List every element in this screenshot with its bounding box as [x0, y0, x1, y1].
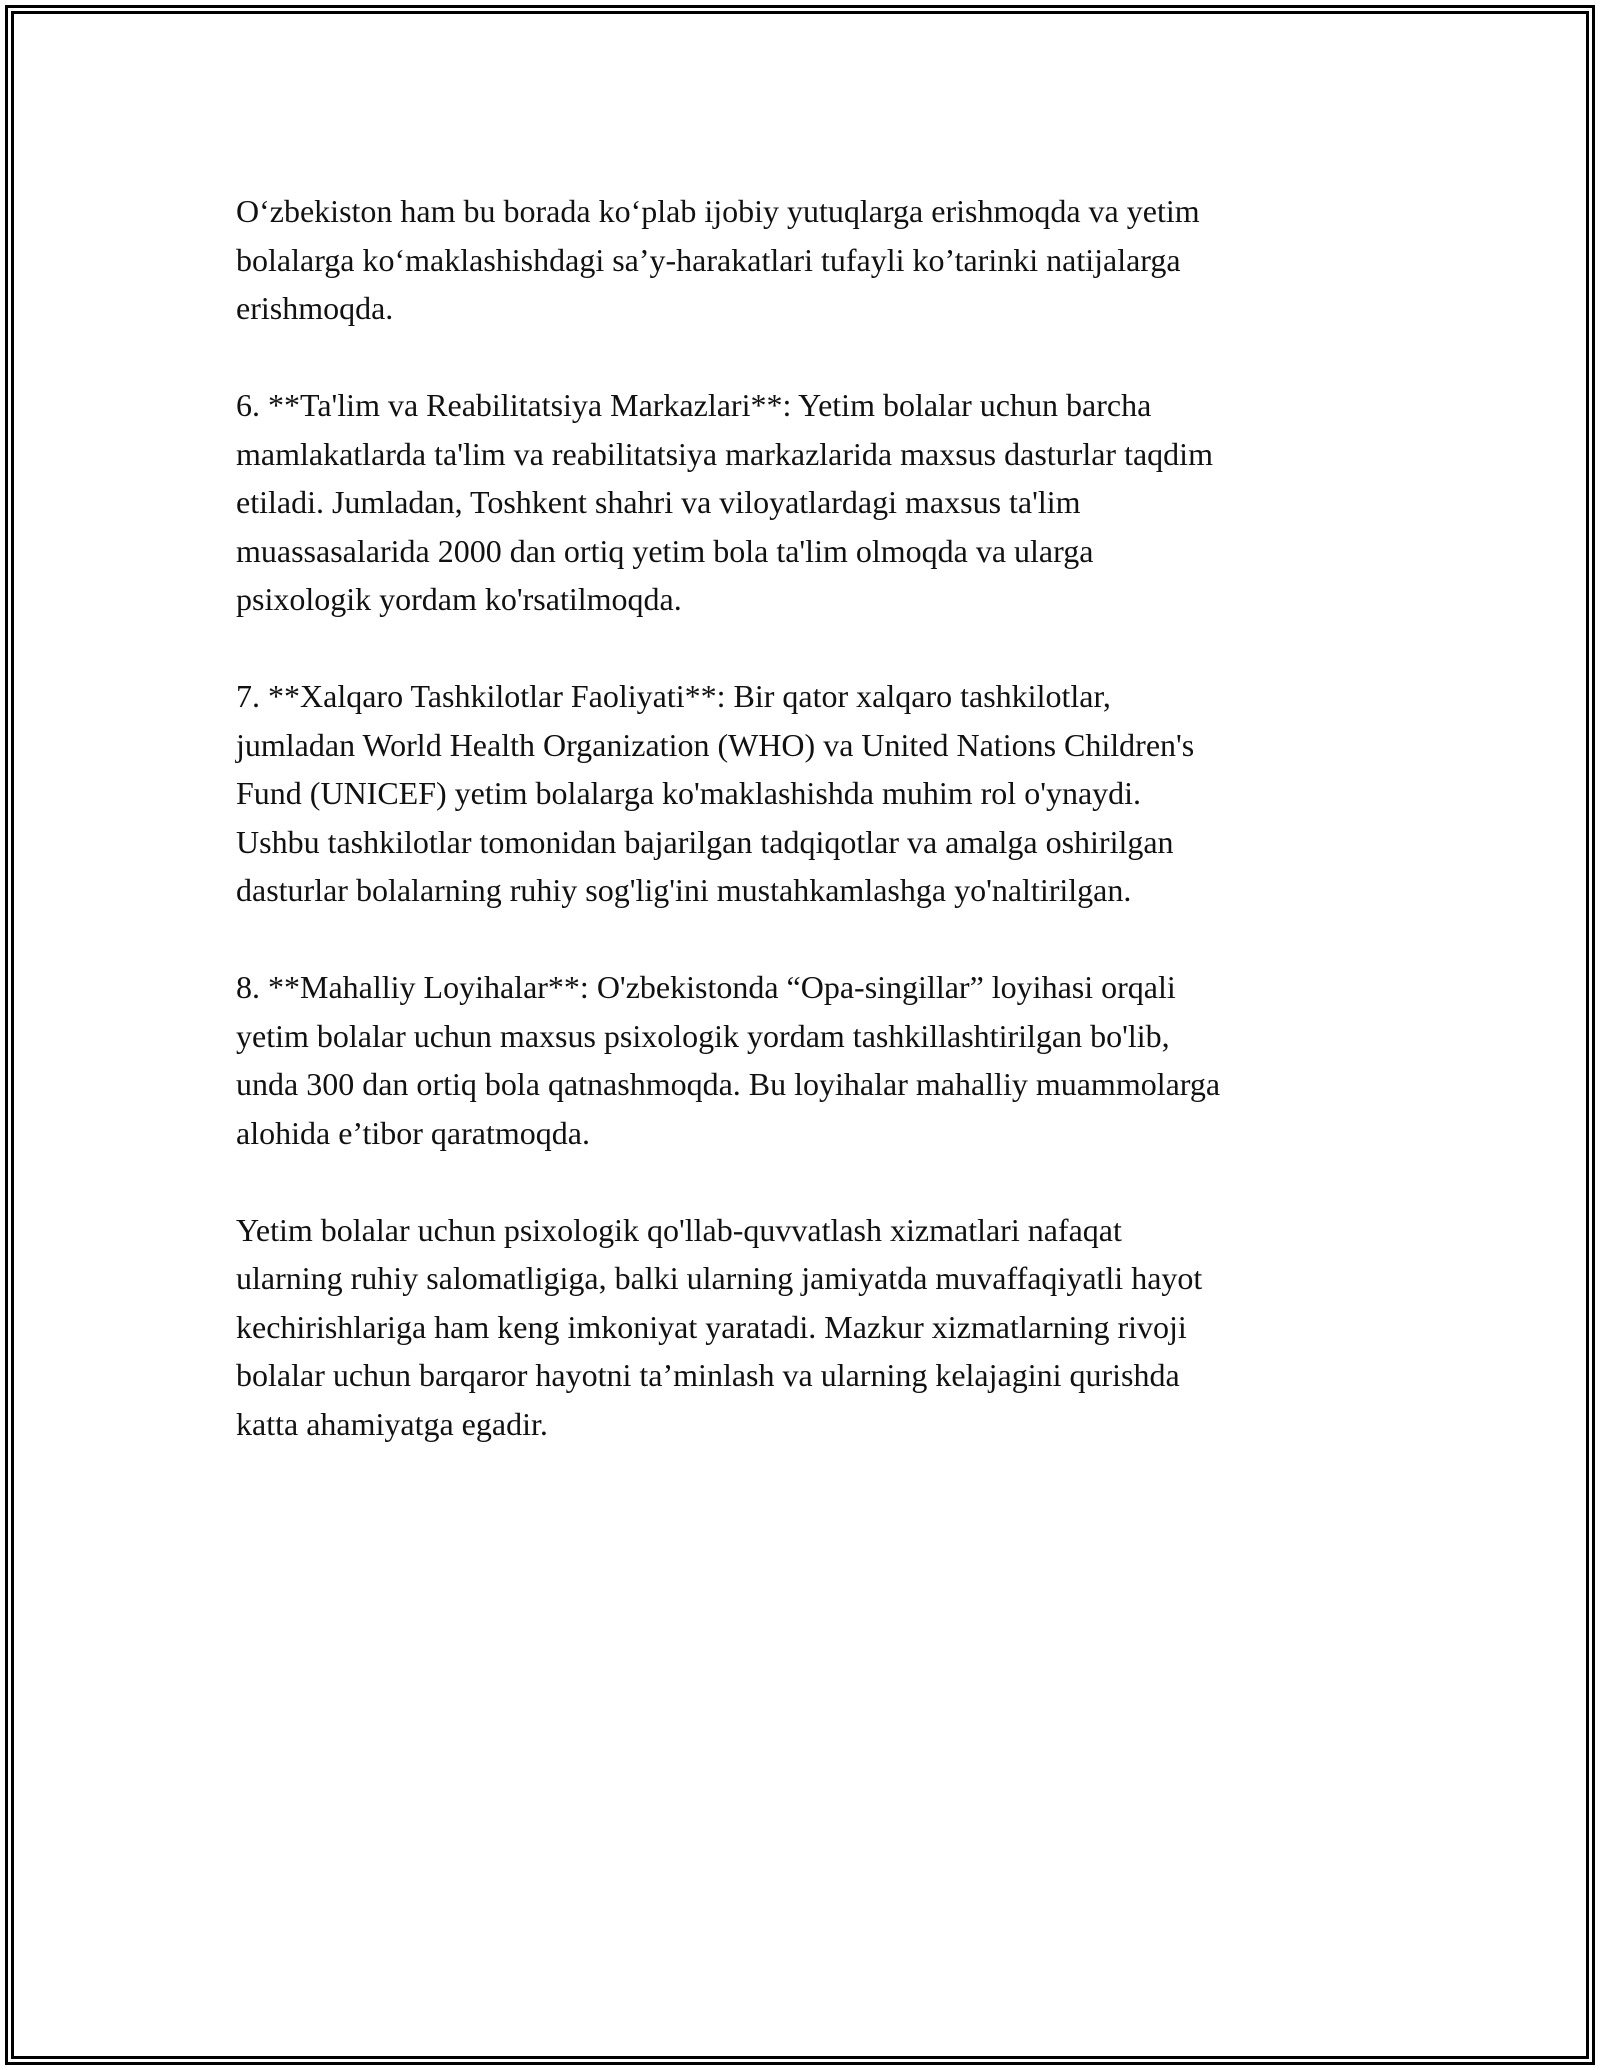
text-line: yetim bolalar uchun maxsus psixologik yordam tashkillashtirilgan bo'lib, — [236, 1017, 1170, 1054]
text-line: Ushbu tashkilotlar tomonidan bajarilgan tadqiqotlar va amalga oshirilgan — [236, 823, 1174, 860]
text-line: kechirishlariga ham keng imkoniyat yaratadi. Mazkur xizmatlarning rivoji — [236, 1308, 1187, 1345]
text-line: dasturlar bolalarning ruhiy sog'lig'ini mustahkamlashga yo'naltirilgan. — [236, 872, 1132, 908]
text-line: bolalar uchun barqaror hayotni ta’minlash va ularning kelajagini qurishda — [236, 1357, 1180, 1393]
text-line: jumladan World Health Organization (WHO) va United Nations Children's — [236, 726, 1195, 763]
text-line: muassasalarida 2000 dan ortiq yetim bola ta'lim olmoqda va ularga — [236, 532, 1094, 569]
text-line: bolalarga ko‘maklashishdagi sa’y-harakatlari tufayli ko’tarinki natijalarga — [236, 241, 1181, 278]
text-line: psixologik yordam ko'rsatilmoqda. — [236, 581, 682, 617]
paragraph-item-7 — [236, 672, 1376, 915]
text-line: 8. **Mahalliy Loyihalar**: O'zbekistonda “Opa-singillar” loyihasi orqali — [236, 969, 1176, 1005]
paragraph-item-6 — [236, 381, 1376, 624]
text-line: O‘zbekiston ham bu borada ko‘plab ijobiy yutuqlarga erishmoqda va yetim — [236, 193, 1200, 229]
paragraph-conclusion — [236, 1206, 1376, 1449]
text-line: Fund (UNICEF) yetim bolalarga ko'maklashishda muhim rol o'ynaydi. — [236, 775, 1142, 811]
text-line: erishmoqda. — [236, 290, 394, 326]
document-body — [236, 187, 1376, 1497]
text-line: mamlakatlarda ta'lim va reabilitatsiya markazlarida maxsus dasturlar taqdim — [236, 435, 1213, 472]
paragraph-intro — [236, 187, 1376, 333]
text-line: katta ahamiyatga egadir. — [236, 1405, 548, 1442]
paragraph-item-8 — [236, 963, 1376, 1157]
text-line: alohida e’tibor qaratmoqda. — [236, 1114, 590, 1151]
text-line: etiladi. Jumladan, Toshkent shahri va viloyatlardagi maxsus ta'lim — [236, 484, 1081, 520]
text-line: Yetim bolalar uchun psixologik qo'llab-quvvatlash xizmatlari nafaqat — [236, 1211, 1122, 1248]
text-line: ularning ruhiy salomatligiga, balki ularning jamiyatda muvaffaqiyatli hayot — [236, 1260, 1203, 1296]
text-line: 6. **Ta'lim va Reabilitatsiya Markazlari**: Yetim bolalar uchun barcha — [236, 387, 1152, 423]
text-line: unda 300 dan ortiq bola qatnashmoqda. Bu loyihalar mahalliy muammolarga — [236, 1066, 1221, 1102]
text-line: 7. **Xalqaro Tashkilotlar Faoliyati**: Bir qator xalqaro tashkilotlar, — [236, 678, 1111, 714]
